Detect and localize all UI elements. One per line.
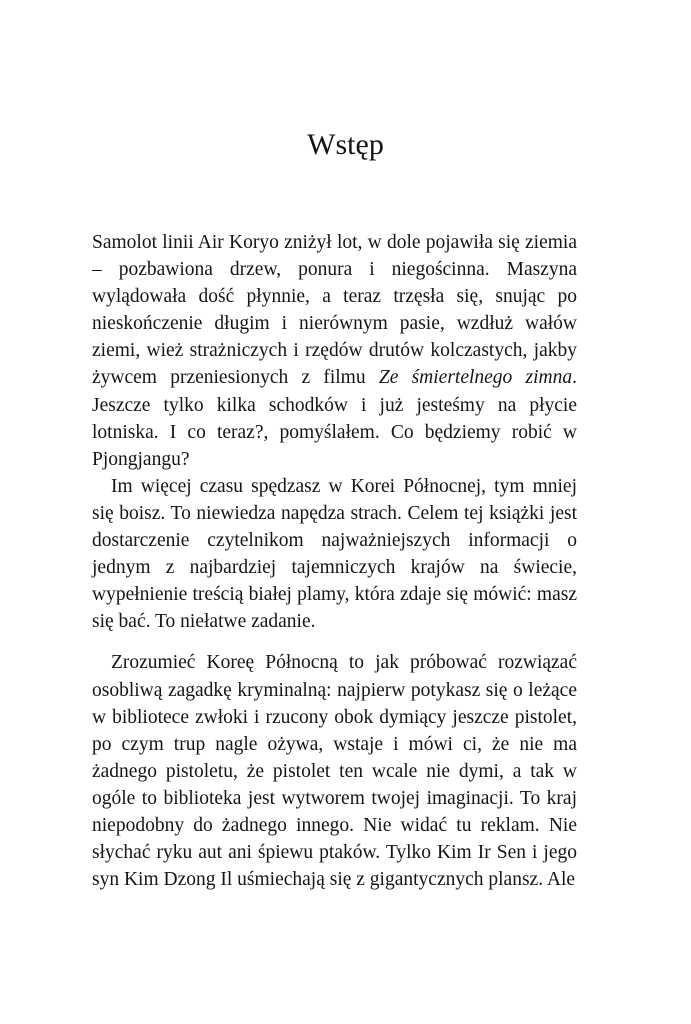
paragraph-3: Zrozumieć Koreę Północną to jak próbować rozwiązać osobliwą zagadkę kryminalną: najpierw potykasz się o leżące w bibliotece zwłoki i rzucony obok dymiący jeszcze pistolet, po czym trup nagle ożywa, wstaje i mówi ci, że nie ma żadnego pistoletu, że pistolet ten wcale nie dymi, a tak w ogóle to biblioteka jest wytworem twojej imaginacji. To kraj niepodobny do żadnego innego. Nie widać tu reklam. Nie słychać ryku aut ani śpiewu ptaków. Tylko Kim Ir Sen i jego syn Kim Dzong Il uśmiechają się z gigantycznych plansz. Ale <box>92 652 577 891</box>
body-text <box>92 229 577 893</box>
chapter-title: Wstęp <box>307 128 384 161</box>
paragraph-1-text-start: Samolot linii Air Koryo zniżył lot, w dole pojawiła się ziemia – pozbawiona drzew, ponura i niegościnna. Maszyna wylądowała dość płynnie, a teraz trzęsła się, snując po nieskończenie długim i nierównym pasie, wzdłuż wałów ziemi, wież strażniczych i rzędów drutów kolczastych, jakby żywcem przeniesionych z filmu <box>92 232 577 389</box>
film-title: Ze śmiertelnego zimna <box>378 367 573 389</box>
paragraph-2: Im więcej czasu spędzasz w Korei Północnej, tym mniej się boisz. To niewiedza napędza strach. Celem tej książki jest dostarczenie czytelnikom najważniejszych informacji o jednym z najbardziej tajemniczych krajów na świecie, wypełnienie treścią białej plamy, która zdaje się mówić: masz się bać. To niełatwe zadanie. <box>92 475 577 633</box>
paragraph-1 <box>92 229 577 473</box>
paragraph-1-text-end: . Jeszcze tylko kilka schodków i już jesteśmy na płycie lotniska. I co teraz?, pomyślałem. Co będziemy robić w Pjongjangu? <box>92 367 577 470</box>
